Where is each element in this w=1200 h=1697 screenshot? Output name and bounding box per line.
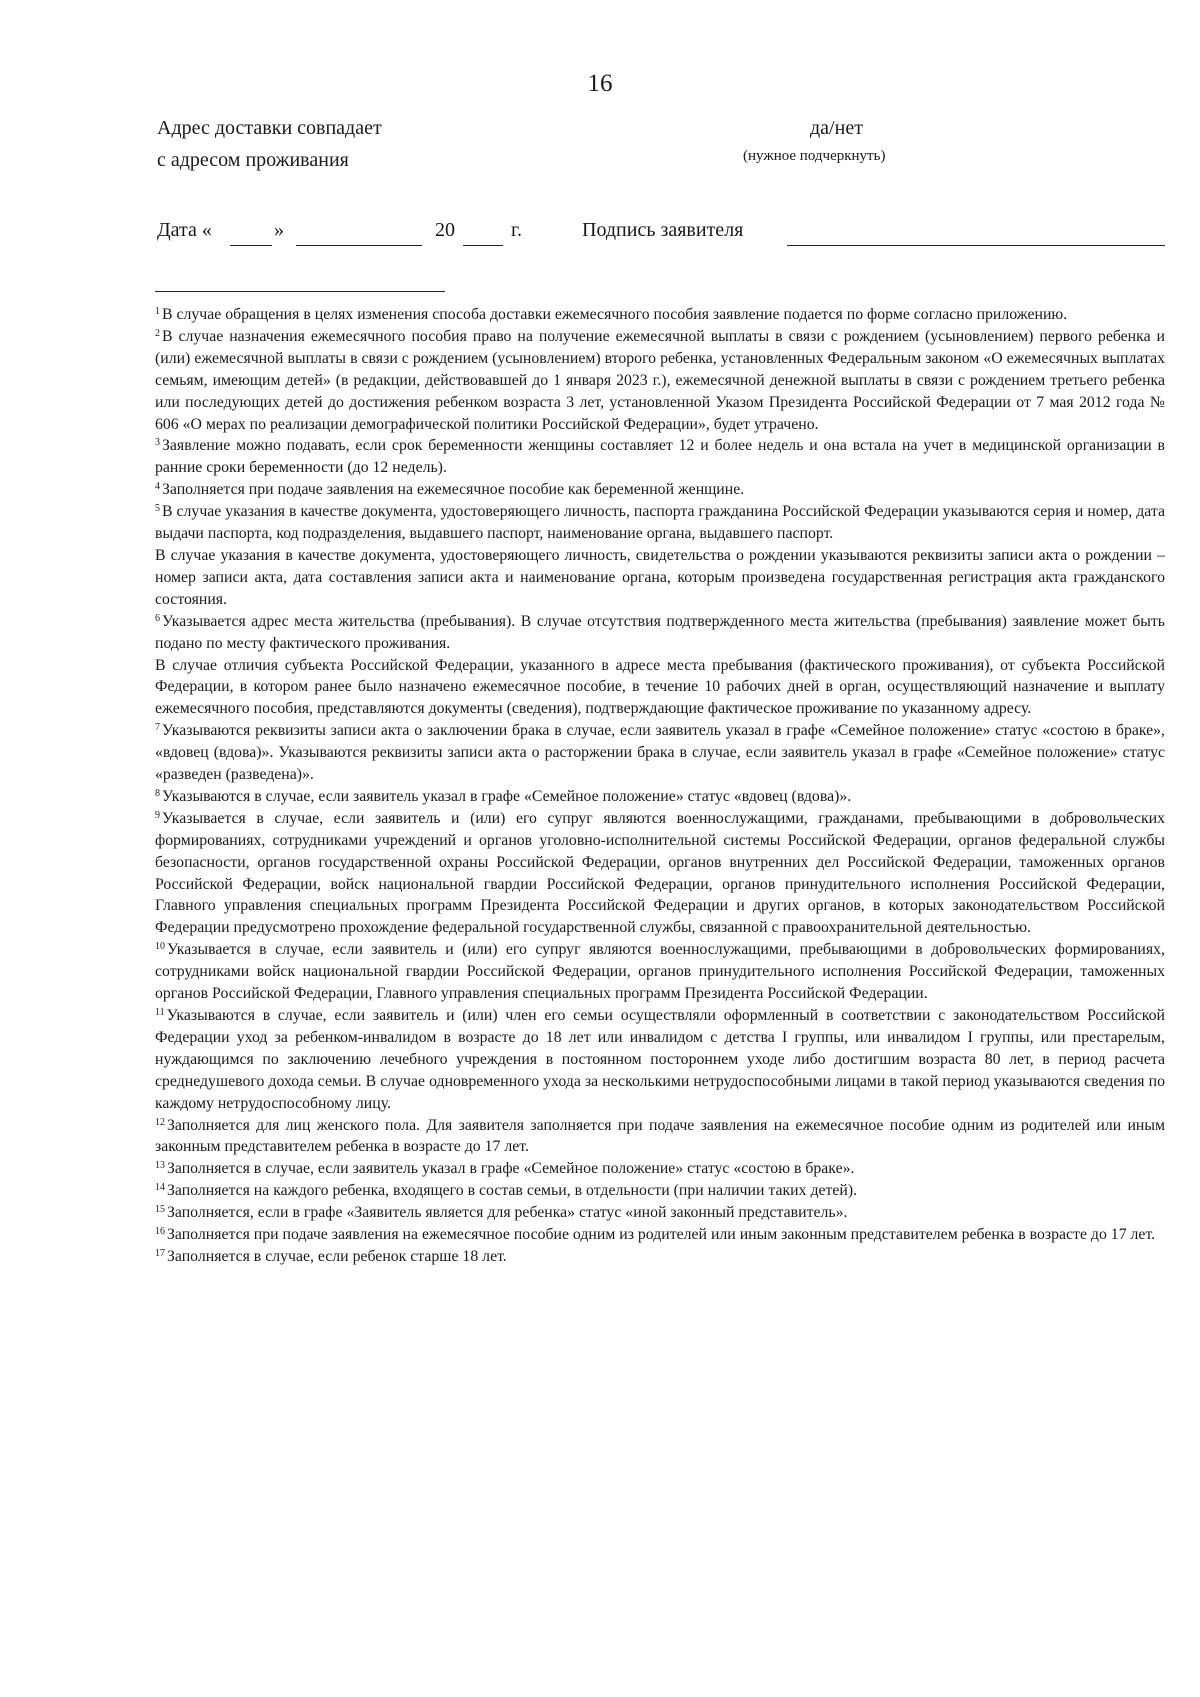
footnote-text: Заполняется на каждого ребенка, входящего в состав семьи, в отдельности (при наличии таких детей). <box>167 1182 858 1200</box>
footnote-text: Заполняется в случае, если заявитель указал в графе «Семейное положение» статус «состою в браке». <box>167 1160 855 1178</box>
footnote-text: Указывается адрес места жительства (пребывания). В случае отсутствия подтвержденного места жительства (пребывания) заявление может быть подано по месту фактического проживания. <box>155 612 1165 652</box>
month-blank[interactable] <box>296 245 422 246</box>
footnote-number: 5 <box>155 503 160 515</box>
footnote-number: 3 <box>155 437 160 449</box>
footnote-text: В случае отличия субъекта Российской Федерации, указанного в адресе места пребывания (фактического проживания), от субъекта Российской Федерации, в котором ранее было назначено ежемесячное пособие, в течение 10 рабочих дней в орган, осуществляющий назначение и выплату ежемесячного пособия, представляются документы (сведения), подтверждающие фактическое проживание по указанному адресу. <box>155 656 1165 718</box>
footnote-text: Указываются реквизиты записи акта о заключении брака в случае, если заявитель указал в графе «Семейное положение» статус «состою в браке», «вдовец (вдова)». Указываются реквизиты записи акта о расторжении брака в случае, если заявитель указал в графе «Семейное положение» статус «разведен (разведена)». <box>155 722 1165 784</box>
footnote-9 <box>155 808 1165 939</box>
footnote-number: 9 <box>155 809 160 821</box>
delivery-label-line1: Адрес доставки совпадает <box>157 117 382 139</box>
footnote-separator <box>155 291 445 292</box>
footnote-text: Указывается в случае, если заявитель и (или) его супруг являются военнослужащими, пребывающими в добровольческих формированиях, сотрудниками войск национальной гвардии Российской Федерации, органов принудительного исполнения Российской Федерации, таможенных органов Российской Федерации, Главного управления специальных программ Президента Российской Федерации. <box>155 941 1165 1003</box>
footnote-13 <box>155 1158 1165 1180</box>
footnote-text: В случае указания в качестве документа, удостоверяющего личность, паспорта гражданина Российской Федерации указываются серия и номер, дата выдачи паспорта, код подразделения, выдавшего паспорт, наименование органа, выдавшего паспорт. <box>155 503 1165 543</box>
footnote-14 <box>155 1180 1165 1202</box>
footnote-text: Указывается в случае, если заявитель и (или) его супруг являются военнослужащими, гражданами, пребывающими в добровольческих формированиях, сотрудниками учреждений и органов уголовно-исполнительной системы Российской Федерации, органов федеральной службы безопасности, органов государственной охраны Российской Федерации, органов внутренних дел Российской Федерации, таможенных органов Российской Федерации, войск национальной гвардии Российской Федерации, органов принудительного исполнения Российской Федерации, Главного управления специальных программ Президента Российской Федерации и других органов, в которых законодательством Российской Федерации предусмотрено прохождение федеральной государственной службы, связанной с правоохранительной деятельностью. <box>155 809 1165 937</box>
footnote-number: 17 <box>155 1247 165 1259</box>
footnote-17 <box>155 1246 1165 1268</box>
footnote-text: Указываются в случае, если заявитель указал в графе «Семейное положение» статус «вдовец (вдова)». <box>162 787 852 805</box>
footnote-text: Заполняется, если в графе «Заявитель является для ребенка» статус «иной законный представитель». <box>167 1204 848 1222</box>
footnote-text: В случае назначения ежемесячного пособия право на получение ежемесячной выплаты в связи с рождением (усыновлением) первого ребенка и (или) ежемесячной выплаты в связи с рождением (усыновлением) второго ребенка, установленных Федеральным законом «О ежемесячных выплатах семьям, имеющим детей» (в редакции, действовавшей до 1 января 2023 г.), ежемесячной денежной выплаты в связи с рождением третьего ребенка или последующих детей до достижения ребенком возраста 3 лет, установленной Указом Президента Российской Федерации от 7 мая 2012 года № 606 «О мерах по реализации демографической политики Российской Федерации», будет утрачено. <box>155 327 1165 433</box>
footnote-11 <box>155 1005 1165 1115</box>
footnote-6 <box>155 611 1165 655</box>
footnote-number: 11 <box>155 1007 165 1018</box>
footnote-number: 6 <box>155 612 160 624</box>
footnote-text: Заполняется в случае, если ребенок старше 18 лет. <box>167 1247 507 1265</box>
date-label: Дата « <box>157 219 212 241</box>
footnote-number: 12 <box>155 1116 165 1128</box>
footnote-4 <box>155 479 1165 501</box>
year-prefix: 20 <box>435 219 455 241</box>
footnote-3 <box>155 435 1165 479</box>
footnote-10 <box>155 939 1165 1005</box>
signature-blank[interactable] <box>787 245 1165 246</box>
footnote-number: 8 <box>155 787 160 799</box>
signature-label: Подпись заявителя <box>582 219 744 241</box>
footnote-text: В случае обращения в целях изменения способа доставки ежемесячного пособия заявление подается по форме согласно приложению. <box>162 306 1068 323</box>
date-quote-close: » <box>274 219 284 241</box>
year-suffix: г. <box>511 219 522 241</box>
delivery-label-line2: с адресом проживания <box>157 149 349 171</box>
footnote-text: Заявление можно подавать, если срок беременности женщины составляет 12 и более недель и она встала на учет в медицинской организации в ранние сроки беременности (до 12 недель). <box>155 437 1165 477</box>
footnote-number: 13 <box>155 1160 165 1172</box>
footnote-15 <box>155 1202 1165 1224</box>
year-blank[interactable] <box>463 245 503 246</box>
footnote-number: 14 <box>155 1182 165 1194</box>
delivery-choice[interactable]: да/нет <box>810 117 863 139</box>
footnote-number: 1 <box>155 306 160 317</box>
footnote-12 <box>155 1115 1165 1159</box>
footnote-6-continued <box>155 655 1165 721</box>
footnote-7 <box>155 720 1165 786</box>
footnote-number: 10 <box>155 941 165 953</box>
footnote-2 <box>155 326 1165 436</box>
footnote-5 <box>155 501 1165 545</box>
footnote-5-continued <box>155 545 1165 611</box>
footnote-number: 15 <box>155 1204 165 1216</box>
footnote-text: Заполняется при подаче заявления на ежемесячное пособие как беременной женщине. <box>162 481 745 499</box>
footnote-number: 7 <box>155 722 160 734</box>
footnote-8 <box>155 786 1165 808</box>
footnote-text: Указываются в случае, если заявитель и (или) член его семьи осуществляли оформленный в соответствии с законодательством Российской Федерации уход за ребенком-инвалидом в возрасте до 18 лет или инвалидом с детства I группы, или инвалидом I группы, или престарелым, нуждающимся по заключению лечебного учреждения в постоянном постороннем уходе либо достигшим возраста 80 лет, в период расчета среднедушевого дохода семьи. В случае одновременного ухода за несколькими нетрудоспособными лицами в такой период указываются сведения по каждому нетрудоспособному лицу. <box>155 1007 1165 1112</box>
footnotes-list <box>155 304 1165 1268</box>
footnote-number: 16 <box>155 1226 165 1238</box>
footnote-16 <box>155 1224 1165 1246</box>
footnote-number: 4 <box>155 481 160 493</box>
delivery-hint: (нужное подчеркнуть) <box>743 148 886 164</box>
footnote-text: В случае указания в качестве документа, удостоверяющего личность, свидетельства о рождении указываются реквизиты записи акта о рождении – номер записи акта, дата составления записи акта и наименование органа, которым произведена государственная регистрация акта гражданского состояния. <box>155 546 1165 608</box>
page-number: 16 <box>587 70 613 97</box>
day-blank[interactable] <box>230 245 272 246</box>
footnote-text: Заполняется для лиц женского пола. Для заявителя заполняется при подаче заявления на ежемесячное пособие одним из родителей или иным законным представителем ребенка в возрасте до 17 лет. <box>155 1116 1165 1156</box>
footnote-text: Заполняется при подаче заявления на ежемесячное пособие одним из родителей или иным законным представителем ребенка в возрасте до 17 лет. <box>167 1226 1156 1244</box>
footnote-number: 2 <box>155 327 160 339</box>
footnote-1 <box>155 304 1165 326</box>
